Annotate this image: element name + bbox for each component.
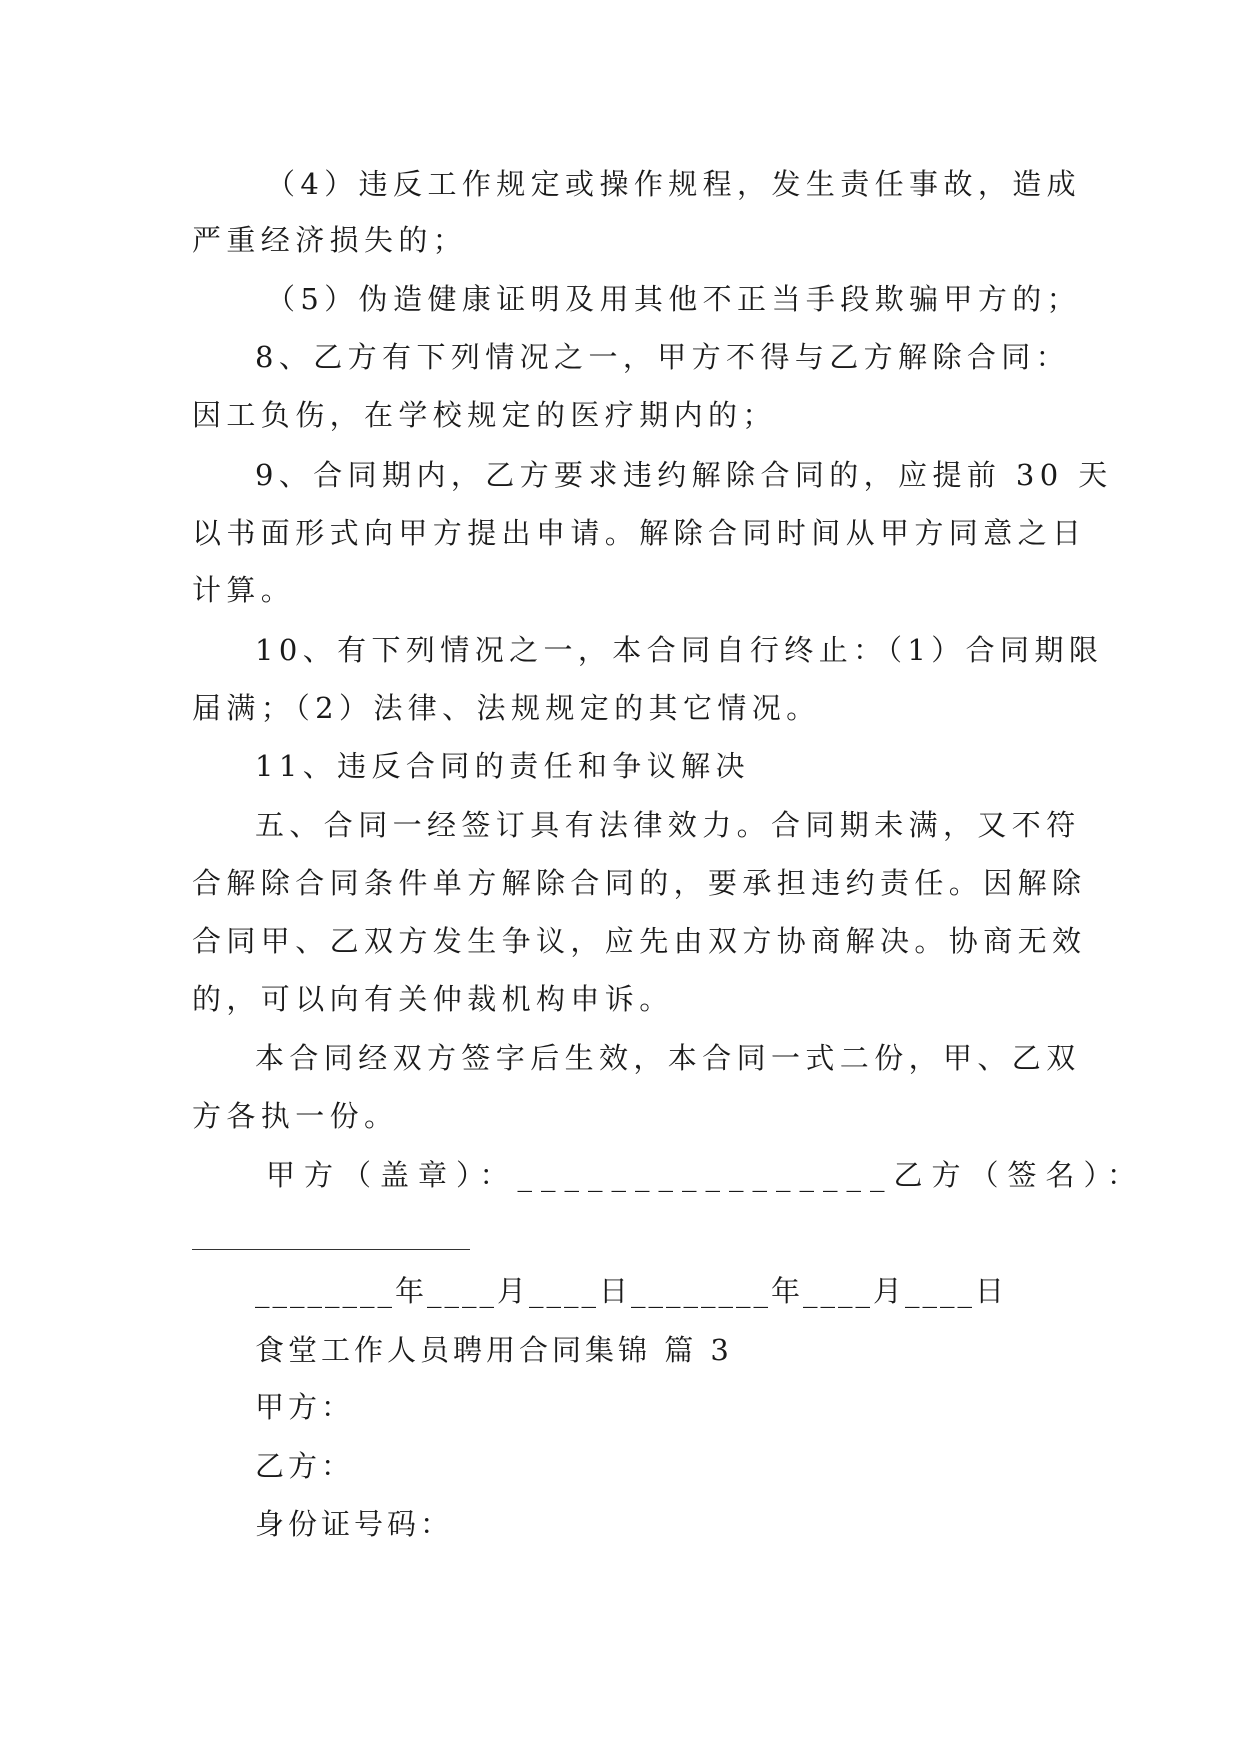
paragraph-line: 以书面形式向甲方提出申请。解除合同时间从甲方同意之日 [192,516,1087,550]
paragraph-line: 严重经济损失的； [192,223,468,257]
paragraph-line: 五、合同一经签订具有法律效力。合同期未满，又不符 [255,808,1081,842]
section-title: 食堂工作人员聘用合同集锦 篇 3 [255,1333,733,1367]
paragraph-line: 届满；（2）法律、法规规定的其它情况。 [192,691,821,725]
date-line: ________年____月____日________年____月____日 [255,1274,1008,1308]
party-b-field: 乙方： [255,1449,355,1483]
paragraph-line: 本合同经双方签字后生效，本合同一式二份，甲、乙双 [255,1041,1081,1075]
paragraph-line: （4）违反工作规定或操作规程，发生责任事故，造成 [266,167,1082,201]
paragraph-line: 11、违反合同的责任和争议解决 [255,749,750,783]
signature-underline [192,1249,470,1250]
id-number-field: 身份证号码： [255,1507,454,1541]
paragraph-line: （5）伪造健康证明及用其他不正当手段欺骗甲方的； [266,282,1082,316]
paragraph-line: 10、有下列情况之一，本合同自行终止：（1）合同期限 [255,633,1104,667]
paragraph-line: 因工负伤，在学校规定的医疗期内的； [192,398,777,432]
signature-line: 甲方（盖章）：________________乙方（签名）： [266,1158,1146,1192]
paragraph-line: 合同甲、乙双方发生争议，应先由双方协商解决。协商无效 [192,924,1087,958]
paragraph-line: 方各执一份。 [192,1099,399,1133]
paragraph-line: 的，可以向有关仲裁机构申诉。 [192,982,674,1016]
paragraph-line: 8、乙方有下列情况之一，甲方不得与乙方解除合同： [255,340,1071,374]
party-a-field: 甲方： [255,1390,355,1424]
paragraph-line: 9、合同期内，乙方要求违约解除合同的，应提前 30 天 [255,458,1113,492]
paragraph-line: 计算。 [192,573,296,607]
paragraph-line: 合解除合同条件单方解除合同的，要承担违约责任。因解除 [192,866,1087,900]
